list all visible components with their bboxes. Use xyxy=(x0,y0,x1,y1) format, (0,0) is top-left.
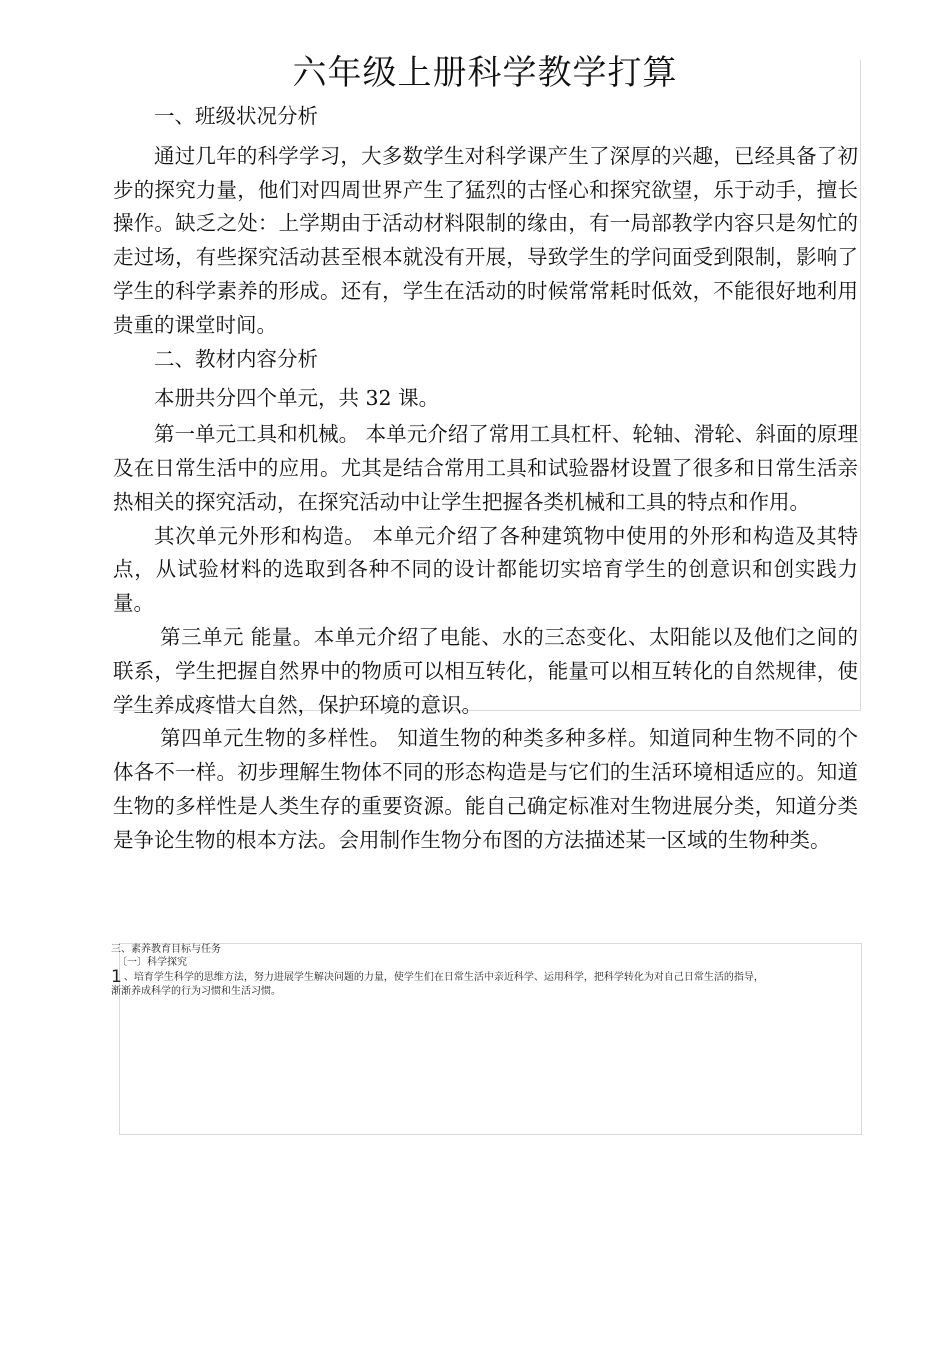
material-intro-paragraph: 本册共分四个单元，共 32 课。 xyxy=(154,386,440,411)
document-body xyxy=(113,100,858,858)
unit-1-paragraph: 第一单元工具和机械。 本单元介绍了常用工具杠杆、轮轴、滑轮、斜面的原理及在日常生活中的应用。尤其是结合常用工具和试验器材设置了很多和日常生活亲热相关的探究活动，在探究活动中让学生把握各类机械和工具的特点和作用。 xyxy=(113,422,858,514)
goals-subheading: 〔一〕科学探究 xyxy=(117,957,187,968)
unit-2-paragraph: 其次单元外形和构造。 本单元介绍了各种建筑物中使用的外形和构造及其特点，从试验材料的选取到各种不同的设计都能切实培育学生的创意识和创实践力量。 xyxy=(113,523,858,616)
goals-heading: 三、素养教育目标与任务 xyxy=(111,944,221,955)
frame-line-bottom xyxy=(119,1134,862,1135)
unit-3-paragraph: 第三单元 能量。本单元介绍了电能、水的三态变化、太阳能以及他们之间的联系，学生把握自然界中的物质可以相互转化，能量可以相互转化的自然规律，使学生养成疼惜大自然，保护环境的意识。 xyxy=(113,624,858,717)
class-analysis-paragraph: 通过几年的科学学习，大多数学生对科学课产生了深厚的兴趣，已经具备了初步的探究力量，他们对四周世界产生了猛烈的古怪心和探究欲望，乐于动手，擅长操作。缺乏之处：上学期由于活动材料限制的缘由，有一局部教学内容只是匆忙的走过场，有些探究活动甚至根本就没有开展，导致学生的学问面受到限制，影响了学生的科学素养的形成。还有，学生在活动的时候常常耗时低效，不能很好地利用贵重的课堂时间。 xyxy=(113,143,858,337)
section-heading-material-analysis: 二、教材内容分析 xyxy=(154,346,318,371)
goals-item-1-continued: 渐渐养成科学的行为习惯和生活习惯。 xyxy=(111,986,281,997)
goals-item-text: 、培育学生科学的思维方法，努力进展学生解决问题的力量，使学生们在日常生活中亲近科学、运用科学，把科学转化为对自己日常生活的指导， xyxy=(123,972,764,983)
page-title: 六年级上册科学教学打算 xyxy=(292,53,678,93)
goals-item-number: 1 xyxy=(111,967,122,987)
goals-item-1 xyxy=(111,969,856,985)
frame-line-right-upper xyxy=(860,60,861,710)
goals-section xyxy=(111,943,856,998)
unit-4-paragraph: 第四单元生物的多样性。 知道生物的种类多种多样。知道同种生物不同的个体各不一样。初步理解生物体不同的形态构造是与它们的生活环境相适应的。知道生物的多样性是人类生存的重要资源。能自己确定标准对生物进展分类，知道分类是争论生物的根本方法。会用制作生物分布图的方法描述某一区域的生物种类。 xyxy=(113,726,858,852)
frame-line-right-lower xyxy=(861,943,862,1135)
section-heading-class-analysis: 一、班级状况分析 xyxy=(154,104,318,128)
